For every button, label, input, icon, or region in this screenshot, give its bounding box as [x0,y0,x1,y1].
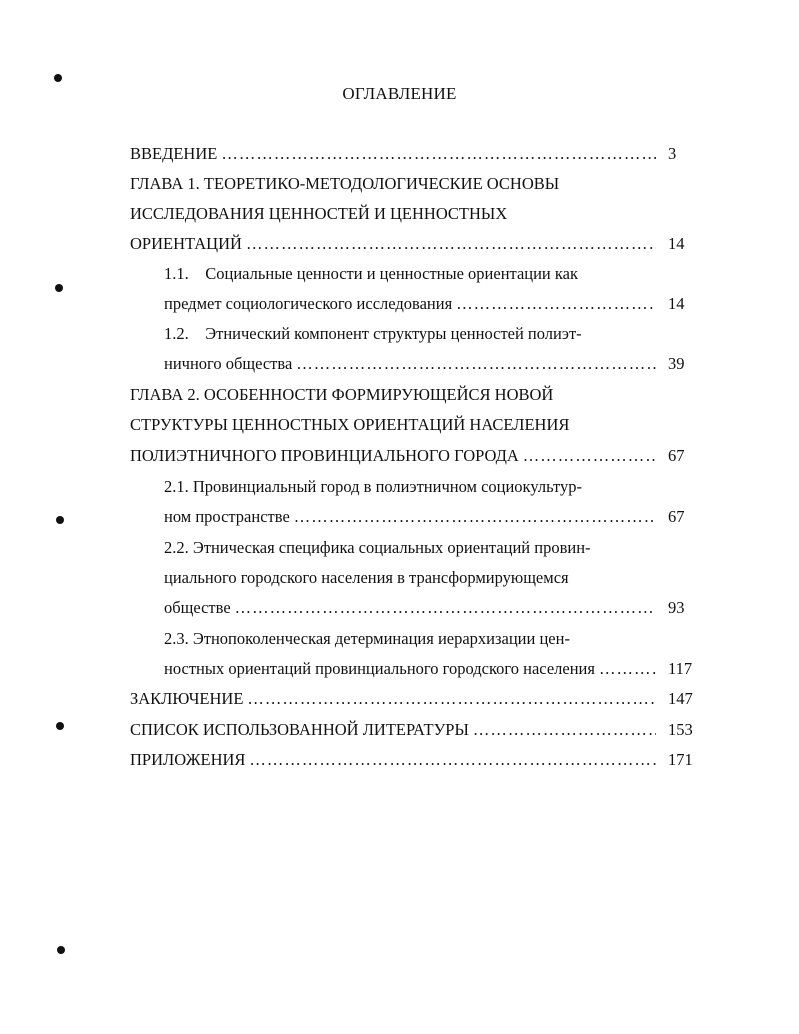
section-number: 1.2. [164,324,189,343]
page-number: 14 [668,294,685,313]
page-number: 14 [668,234,685,253]
toc-entry-label: ПРИЛОЖЕНИЯ [130,750,246,769]
leader-dots [235,598,656,618]
leader-dots [246,234,656,254]
page-number: 147 [668,689,693,708]
leader-dots [523,446,656,466]
page-number: 117 [668,659,693,678]
section-1-1-line-2 [164,294,660,314]
chapter-2-line-2: СТРУКТУРЫ ЦЕННОСТНЫХ ОРИЕНТАЦИЙ НАСЕЛЕНИЯ [130,415,570,434]
toc-entry-label: ном пространстве [164,507,290,526]
leader-dots [249,750,656,770]
toc-entry-label: ничного общества [164,354,293,373]
chapter-1-line-1: ГЛАВА 1. ТЕОРЕТИКО-МЕТОДОЛОГИЧЕСКИЕ ОСНОВЫ [130,174,560,193]
section-title: Социальные ценности и ценностные ориентации как [205,264,578,283]
leader-dots [473,720,656,740]
section-title: Этнический компонент структуры ценностей полиэт- [205,324,582,343]
toc-entry-label: ностных ориентаций провинциального городского населения [164,659,595,678]
toc-entry-appendix [130,750,660,770]
toc-entry-label: СПИСОК ИСПОЛЬЗОВАННОЙ ЛИТЕРАТУРЫ [130,720,469,739]
leader-dots [294,507,656,527]
section-2-2-line-2: циального городского населения в трансформирующемся [164,568,569,587]
page-number: 67 [668,507,685,526]
chapter-1-line-3 [130,234,660,254]
toc-entry-conclusion [130,689,660,709]
chapter-1-line-2: ИССЛЕДОВАНИЯ ЦЕННОСТЕЙ И ЦЕННОСТНЫХ [130,204,508,223]
binder-hole-mark [56,516,64,524]
toc-entry-label: предмет социологического исследования [164,294,453,313]
page-number: 153 [668,720,693,739]
toc-entry-intro [130,144,660,164]
chapter-2-line-1: ГЛАВА 2. ОСОБЕННОСТИ ФОРМИРУЮЩЕЙСЯ НОВОЙ [130,385,554,404]
page-number: 93 [668,598,685,617]
section-2-2-line-3 [164,598,660,618]
page-number: 67 [668,446,685,465]
leader-dots [247,689,656,709]
section-2-2-line-1: 2.2. Этническая специфика социальных ориентаций провин- [164,538,591,557]
toc-entry-references [130,720,660,740]
page-number: 171 [668,750,693,769]
page-title: ОГЛАВЛЕНИЕ [342,84,457,103]
section-2-1-line-2 [164,507,660,527]
section-2-3-line-1: 2.3. Этнопоколенческая детерминация иерархизации цен- [164,629,570,648]
section-1-1-line-1 [164,264,578,284]
binder-hole-mark [54,74,62,82]
toc-entry-label: ВВЕДЕНИЕ [130,144,218,163]
toc-entry-label: ОРИЕНТАЦИЙ [130,234,242,253]
leader-dots [296,354,656,374]
page-number: 39 [668,354,685,373]
leader-dots [599,659,656,679]
section-number: 1.1. [164,264,189,283]
section-2-3-line-2 [164,659,660,679]
toc-entry-label: ПОЛИЭТНИЧНОГО ПРОВИНЦИАЛЬНОГО ГОРОДА [130,446,519,465]
toc-entry-label: обществе [164,598,231,617]
section-1-2-line-2 [164,354,660,374]
section-1-2-line-1 [164,324,582,344]
section-2-1-line-1: 2.1. Провинциальный город в полиэтничном социокультур- [164,477,582,496]
toc-entry-label: ЗАКЛЮЧЕНИЕ [130,689,244,708]
leader-dots [221,144,656,164]
binder-hole-mark [56,722,64,730]
chapter-2-line-3 [130,446,660,466]
leader-dots [456,294,656,314]
binder-hole-mark [55,284,63,292]
page-number: 3 [668,144,677,163]
binder-hole-mark [57,946,65,954]
